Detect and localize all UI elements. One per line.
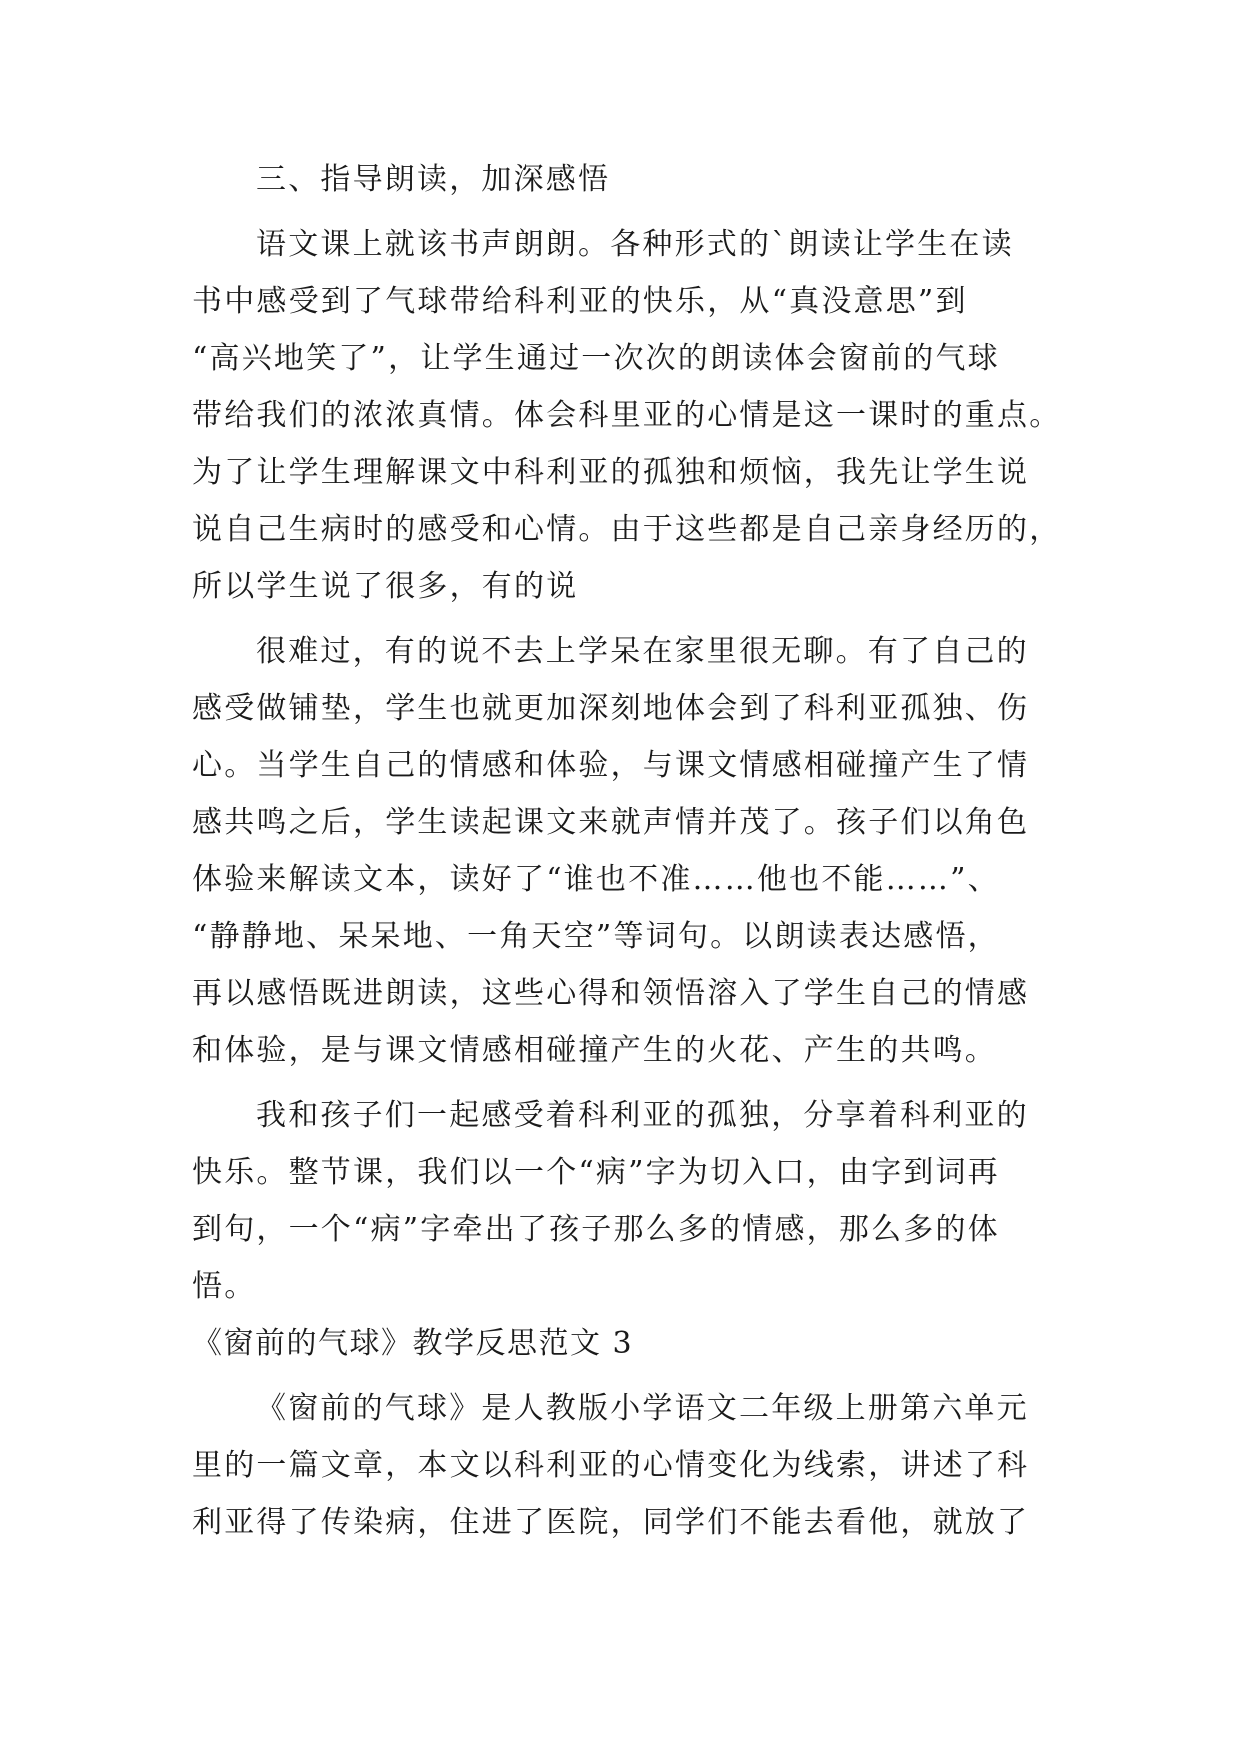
text-line: 为了让学生理解课文中科利亚的孤独和烦恼，我先让学生说 [192, 455, 1030, 490]
text-line: 悟。 [192, 1269, 257, 1304]
text-line: 书中感受到了气球带给科利亚的快乐，从“真没意思”到 [192, 284, 968, 319]
text-line: “静静地、呆呆地、一角天空”等词句。以朗读表达感悟， [192, 919, 1000, 954]
text-line: 快乐。整节课，我们以一个“病”字为切入口，由字到词再 [192, 1155, 1000, 1190]
text-line: 心。当学生自己的情感和体验，与课文情感相碰撞产生了情 [192, 748, 1030, 783]
section-heading: 三、指导朗读，加深感悟 [256, 162, 611, 197]
text-line: 体验来解读文本，读好了“谁也不准……他也不能……”、 [192, 862, 1000, 897]
text-line: 所以学生说了很多，有的说 [192, 569, 579, 604]
text-line: 语文课上就该书声朗朗。各种形式的`朗读让学生在读 [256, 227, 1014, 262]
text-line: 里的一篇文章，本文以科利亚的心情变化为线索，讲述了科 [192, 1448, 1030, 1483]
article-title: 《窗前的气球》教学反思范文 3 [192, 1326, 634, 1361]
text-line: 利亚得了传染病，住进了医院，同学们不能去看他，就放了 [192, 1505, 1030, 1540]
text-line: “高兴地笑了”，让学生通过一次次的朗读体会窗前的气球 [192, 341, 1000, 376]
text-line: 再以感悟既进朗读，这些心得和领悟溶入了学生自己的情感 [192, 976, 1030, 1011]
text-line: 和体验，是与课文情感相碰撞产生的火花、产生的共鸣。 [192, 1033, 997, 1068]
text-line: 说自己生病时的感受和心情。由于这些都是自己亲身经历的， [192, 512, 1062, 547]
text-line: 带给我们的浓浓真情。体会科里亚的心情是这一课时的重点。 [192, 398, 1062, 433]
text-line: 到句，一个“病”字牵出了孩子那么多的情感，那么多的体 [192, 1212, 1000, 1247]
text-line: 《窗前的气球》是人教版小学语文二年级上册第六单元 [256, 1391, 1029, 1426]
text-line: 很难过，有的说不去上学呆在家里很无聊。有了自己的 [256, 634, 1029, 669]
text-line: 我和孩子们一起感受着科利亚的孤独，分享着科利亚的 [256, 1098, 1029, 1133]
text-line: 感受做铺垫，学生也就更加深刻地体会到了科利亚孤独、伤 [192, 691, 1030, 726]
text-line: 感共鸣之后，学生读起课文来就声情并茂了。孩子们以角色 [192, 805, 1030, 840]
